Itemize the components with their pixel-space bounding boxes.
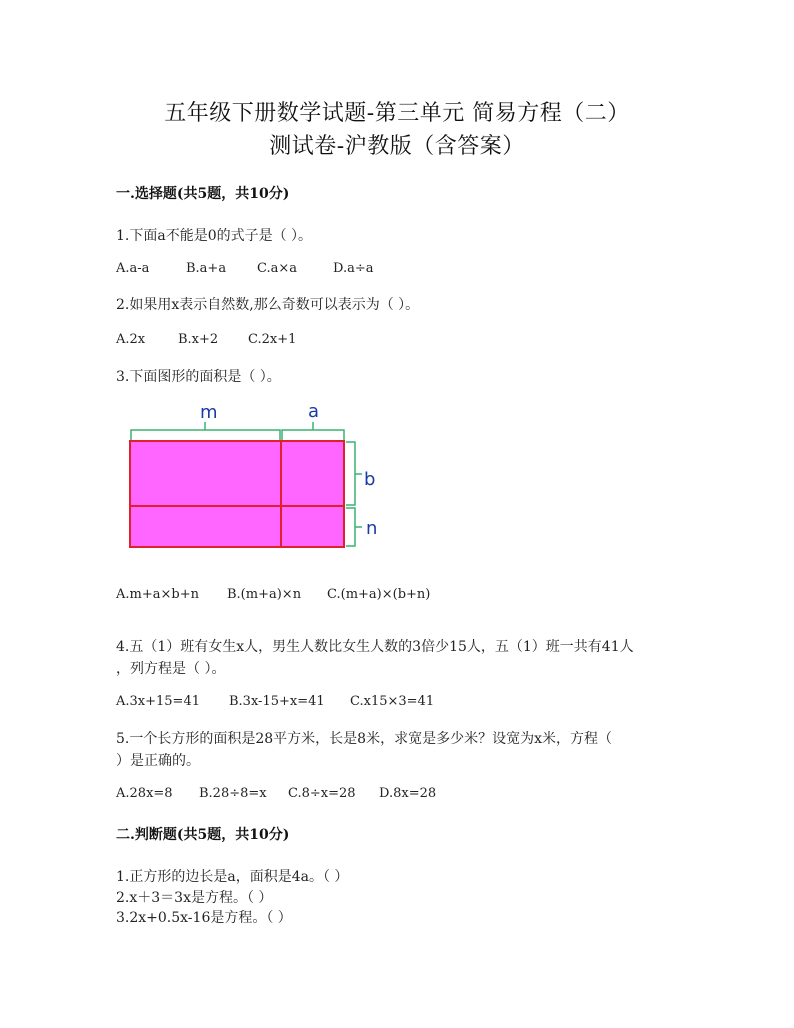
question-4-option-c: C.x15×3=41: [350, 694, 435, 709]
question-5-option-d: D.8x=28: [379, 786, 437, 801]
question-1-option-b: B.a+a: [186, 261, 227, 276]
rect-m-n: [130, 506, 281, 547]
question-2-option-a: A.2x: [116, 332, 146, 347]
judgement-item-1: 1.正方形的边长是a，面积是4a。（ ）: [116, 869, 349, 885]
question-1-option-d: D.a÷a: [333, 261, 374, 276]
section-heading-choice: 一.选择题(共5题，共10分): [116, 186, 290, 202]
brace-m: [131, 422, 280, 440]
question-5-option-a: A.28x=8: [116, 786, 173, 801]
question-1-option-c: C.a×a: [257, 261, 298, 276]
question-5-line1: 5.一个长方形的面积是28平方米，长是8米，求宽是多少米？设宽为x米，方程（: [116, 731, 612, 747]
question-5-option-b: B.28÷8=x: [199, 786, 267, 801]
rect-m-b: [130, 441, 281, 506]
question-1-option-a: A.a-a: [116, 261, 150, 276]
brace-b: [346, 442, 362, 505]
question-1-text: 1.下面a不能是0的式子是（ ）。: [116, 228, 313, 244]
question-4-line2: ，列方程是（ ）。: [116, 661, 226, 677]
question-4-line1: 4.五（1）班有女生x人，男生人数比女生人数的3倍少15人，五（1）班一共有41人: [116, 639, 634, 655]
question-3-option-b: B.(m+a)×n: [227, 587, 302, 602]
question-5-options: [116, 786, 436, 801]
rect-a-n: [281, 506, 344, 547]
question-3-options: [116, 587, 430, 602]
label-m: m: [200, 402, 218, 423]
question-2-option-b: B.x+2: [178, 332, 219, 347]
label-a: a: [308, 401, 320, 422]
document-title-line1: 五年级下册数学试题-第三单元 简易方程（二）: [164, 101, 630, 126]
section-heading-judgement: 二.判断题(共5题，共10分): [116, 827, 290, 843]
brace-a: [282, 422, 344, 440]
label-b: b: [364, 469, 376, 490]
question-4-options: [116, 694, 434, 709]
judgement-item-2: 2.x＋3＝3x是方程。（ ）: [116, 890, 273, 906]
question-3-option-c: C.(m+a)×(b+n): [327, 587, 431, 602]
question-2-option-c: C.2x+1: [248, 332, 297, 347]
question-3-option-a: A.m+a×b+n: [116, 587, 199, 602]
question-2-text: 2.如果用x表示自然数,那么奇数可以表示为（ ）。: [116, 297, 420, 313]
label-n: n: [366, 518, 378, 539]
question-5-option-c: C.8÷x=28: [288, 786, 356, 801]
document-title-line2: 测试卷-沪教版（含答案）: [269, 134, 525, 159]
question-4-option-a: A.3x+15=41: [116, 694, 200, 709]
question-3-text: 3.下面图形的面积是（ ）。: [116, 369, 281, 385]
question-4-option-b: B.3x-15+x=41: [229, 694, 325, 709]
rect-a-b: [281, 441, 344, 506]
brace-n: [346, 508, 362, 546]
judgement-item-3: 3.2x+0.5x-16是方程。（ ）: [116, 910, 292, 926]
question-5-line2: ）是正确的。: [116, 753, 200, 769]
